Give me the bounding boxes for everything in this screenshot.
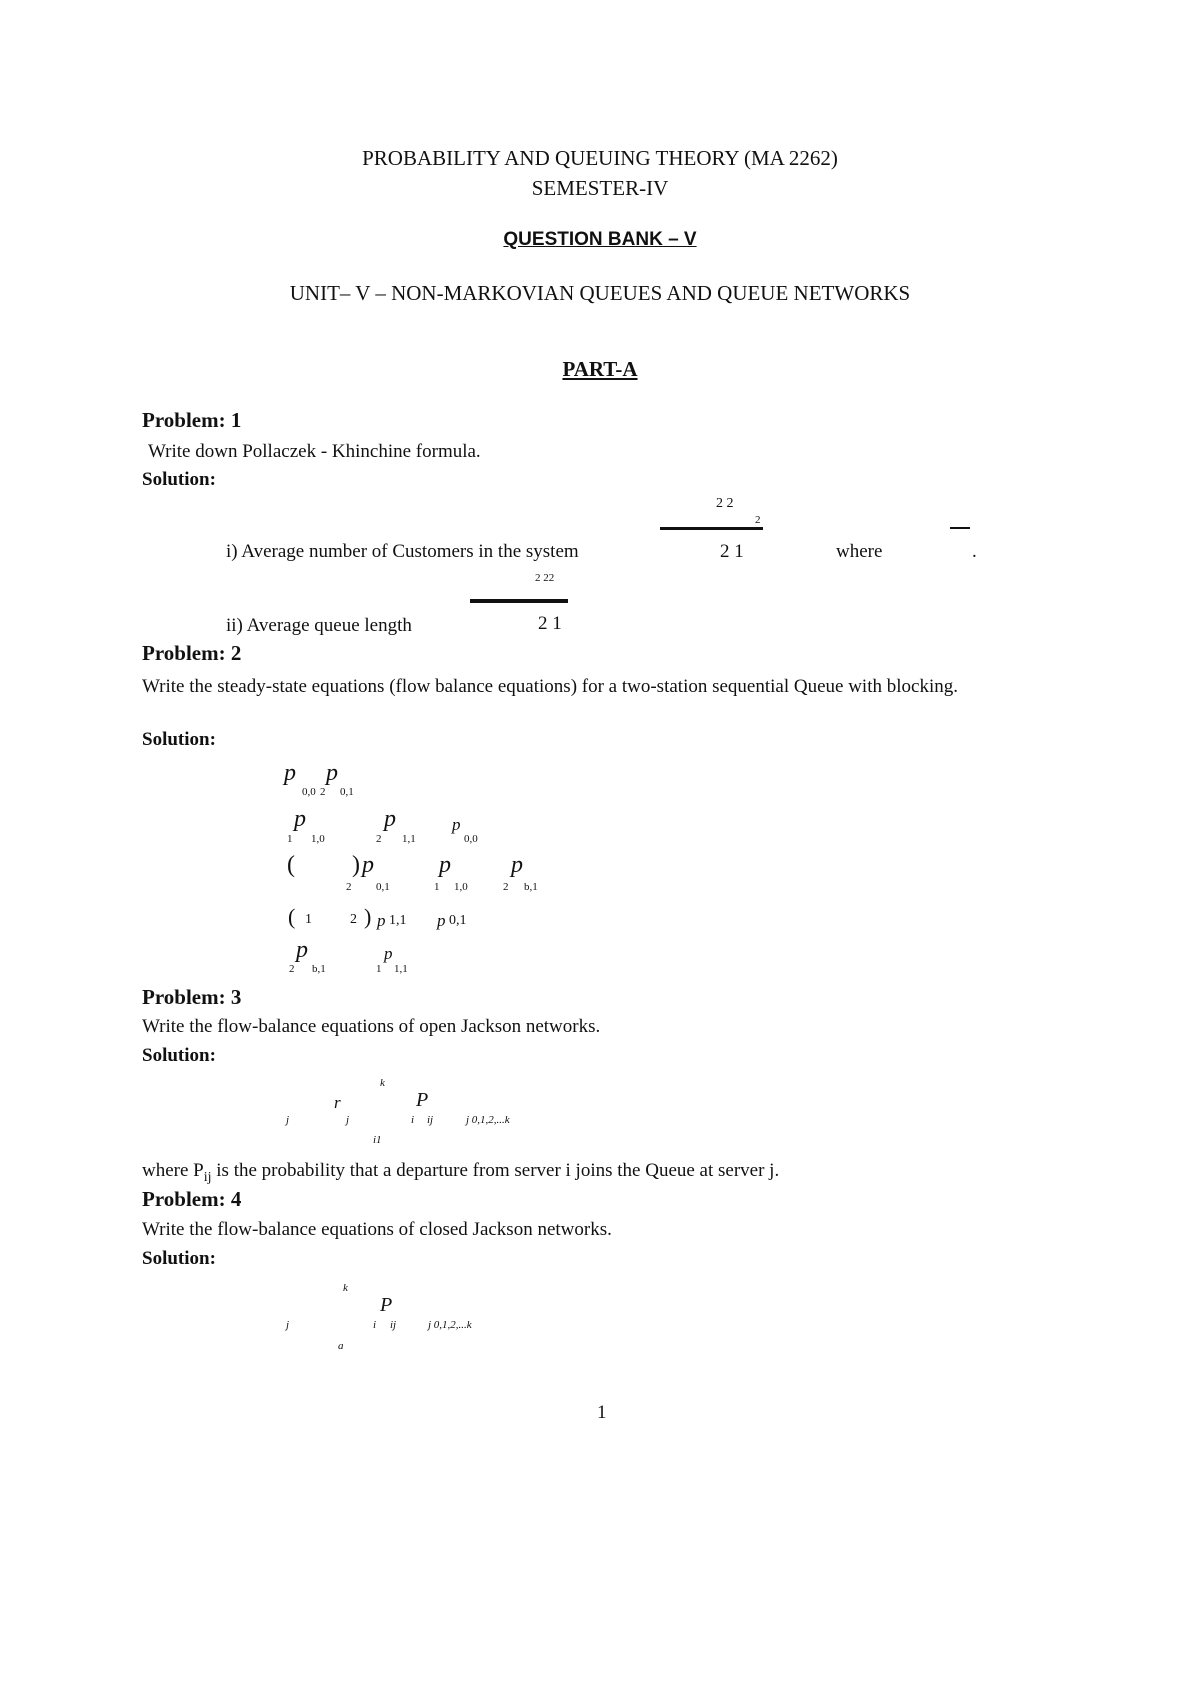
problem-2-question: Write the steady-state equations (flow balance equations) for a two-station sequential Queue with blocking. xyxy=(142,676,958,697)
eq2-line4-s2: 0,1 xyxy=(449,913,467,928)
eq2-line3-s3: b,1 xyxy=(524,881,538,893)
eq2-line4-lparen: ( xyxy=(288,904,296,929)
eq2-line5-p1: p xyxy=(296,937,308,963)
problem-1-heading: Problem: 1 xyxy=(142,408,242,432)
problem-3-question: Write the flow-balance equations of open Jackson networks. xyxy=(142,1016,601,1037)
part-heading: PART-A xyxy=(562,357,638,381)
eq3-lower-limit: i1 xyxy=(373,1134,382,1146)
eq2-line5-p2: p xyxy=(384,944,393,963)
eq2-line3-p2: p xyxy=(439,852,451,878)
lq-fraction-bar xyxy=(470,599,568,603)
problem-2-solution-label: Solution: xyxy=(142,729,216,750)
problem-4-solution-label: Solution: xyxy=(142,1248,216,1269)
eq2-line1-p: p xyxy=(284,760,296,786)
eq2-line3-s2: 1,0 xyxy=(454,881,468,893)
eq2-line2-s2: 1,1 xyxy=(402,833,416,845)
eq2-line3-c3: 2 xyxy=(503,881,509,893)
problem-2-heading: Problem: 2 xyxy=(142,641,242,665)
page-number: 1 xyxy=(597,1402,607,1423)
problem-1-solution-label: Solution: xyxy=(142,469,216,490)
problem-3-heading: Problem: 3 xyxy=(142,985,242,1009)
lq-label: ii) Average queue length xyxy=(226,615,412,636)
document-title: PROBABILITY AND QUEUING THEORY (MA 2262) xyxy=(362,146,838,170)
eq2-line3-lparen: ( xyxy=(287,852,295,878)
eq4-upper-limit: k xyxy=(343,1282,348,1294)
eq2-line3-c2: 1 xyxy=(434,881,440,893)
eq2-line4-c2: 2 xyxy=(350,912,357,927)
period-mark: . xyxy=(972,541,977,562)
eq3-range: j 0,1,2,...k xyxy=(466,1114,510,1126)
ls-numerator-sub: 2 xyxy=(755,514,761,526)
problem-4-heading: Problem: 4 xyxy=(142,1187,242,1211)
eq2-line1-sub1: 0,0 xyxy=(302,786,316,798)
eq2-line2-c1: 1 xyxy=(287,833,293,845)
lq-denominator: 2 1 xyxy=(538,613,562,634)
problem-4-question: Write the flow-balance equations of closed Jackson networks. xyxy=(142,1219,612,1240)
eq2-line1-sub2: 0,1 xyxy=(340,786,354,798)
eq2-line5-s2: 1,1 xyxy=(394,963,408,975)
eq2-line3-rparen: ) xyxy=(352,852,360,878)
eq2-line3-c1: 2 xyxy=(346,881,352,893)
unit-heading: UNIT– V – NON-MARKOVIAN QUEUES AND QUEUE NETWORKS xyxy=(289,281,911,305)
eq3-upper-limit: k xyxy=(380,1077,385,1089)
eq2-line2-p2: p xyxy=(384,806,396,832)
eq2-line2-s3: 0,0 xyxy=(464,833,478,845)
eq2-line4-rparen: ) xyxy=(364,904,372,929)
problem-3-note: where $P_{ij}$ is the probability that a departure from server i joins the Queue at server j. xyxy=(142,1160,780,1185)
lq-numerator: 2 22 xyxy=(535,572,555,584)
eq3-P: P xyxy=(416,1089,429,1111)
eq2-line3-p1: p xyxy=(362,852,374,878)
eq4-P: P xyxy=(380,1294,393,1316)
semester-label: SEMESTER-IV xyxy=(531,176,669,200)
problem-1-question: Write down Pollaczek - Khinchine formula. xyxy=(148,441,481,462)
eq2-line5-c1: 2 xyxy=(289,963,295,975)
eq3-r: r xyxy=(334,1093,341,1112)
eq2-line2-p3: p xyxy=(452,815,461,834)
eq2-line3-p3: p xyxy=(511,852,523,878)
ls-label: i) Average number of Customers in the system xyxy=(226,541,579,562)
eq2-line4-p1: p xyxy=(377,911,386,930)
eq3-r-sub: j xyxy=(346,1114,350,1126)
question-bank-heading: QUESTION BANK – V xyxy=(503,229,697,250)
eq4-lambda-sub: j xyxy=(286,1319,290,1331)
problem-3-solution-label: Solution: xyxy=(142,1045,216,1066)
ls-numerator: 2 2 xyxy=(716,496,734,511)
eq2-line1-p2: p xyxy=(326,760,338,786)
ls-denominator: 2 1 xyxy=(720,541,744,562)
eq2-line3-s1: 0,1 xyxy=(376,881,390,893)
eq4-lower-limit: a xyxy=(338,1340,344,1352)
eq2-line4-p2: p xyxy=(437,911,446,930)
eq2-line4-c1: 1 xyxy=(305,912,312,927)
eq3-lambda-i-sub: i xyxy=(411,1114,415,1126)
eq2-line1-coef: 2 xyxy=(320,786,326,798)
eq3-P-sub: ij xyxy=(427,1114,434,1126)
eq4-lambda-i-sub: i xyxy=(373,1319,377,1331)
where-label: where xyxy=(836,541,883,562)
eq2-line5-s1: b,1 xyxy=(312,963,326,975)
eq2-line2-s1: 1,0 xyxy=(311,833,325,845)
eq3-lambda-sub: j xyxy=(286,1114,290,1126)
eq2-line2-c2: 2 xyxy=(376,833,382,845)
eq2-line4-s1: 1,1 xyxy=(389,913,407,928)
ls-fraction-bar xyxy=(660,527,763,530)
eq4-P-sub: ij xyxy=(390,1319,397,1331)
eq2-line5-c2: 1 xyxy=(376,963,382,975)
eq2-line2-p1: p xyxy=(294,806,306,832)
mean-bar xyxy=(950,527,970,529)
eq4-range: j 0,1,2,...k xyxy=(428,1319,472,1331)
